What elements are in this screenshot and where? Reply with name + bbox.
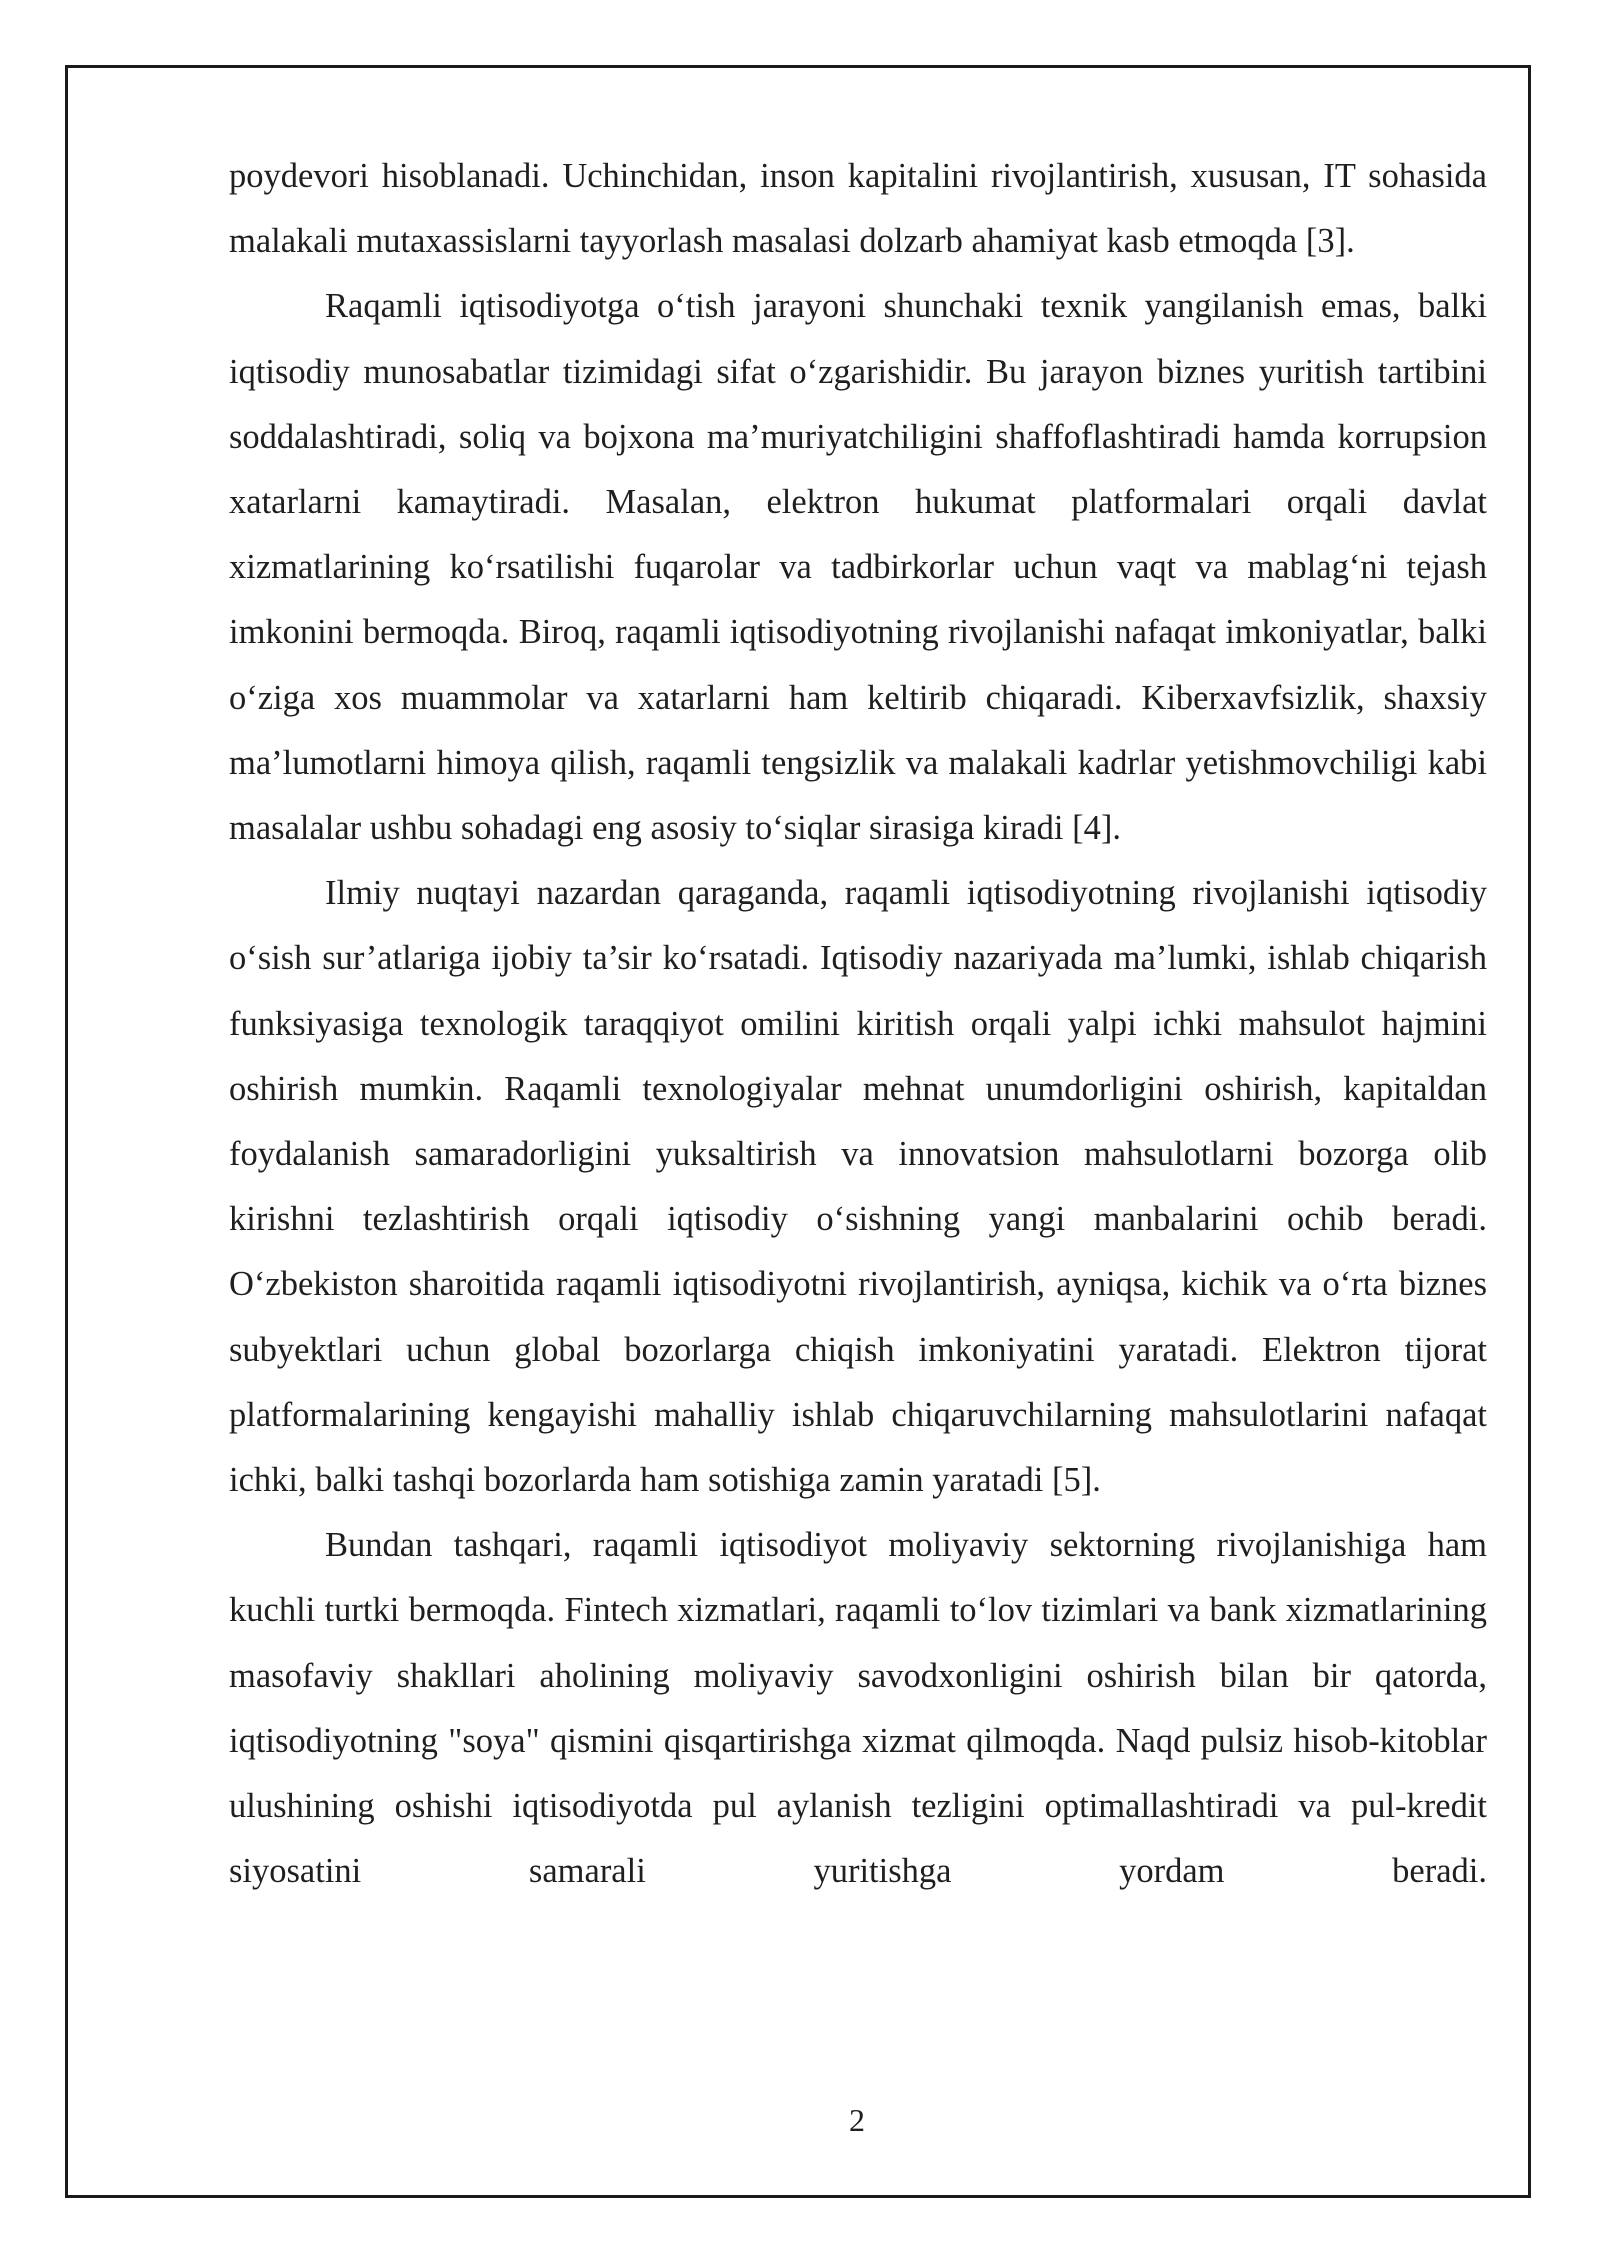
paragraph-continuation: poydevori hisoblanadi. Uchinchidan, inson kapitalini rivojlantirish, xususan, IT sohasida malakali mutaxassislarni tayyorlash masalasi dolzarb ahamiyat kasb etmoqda [3]. [229,157,1487,261]
paragraph-financial-sector: Bundan tashqari, raqamli iqtisodiyot moliyaviy sektorning rivojlanishiga ham kuchli turtki bermoqda. Fintech xizmatlari, raqamli to‘lov tizimlari va bank xizmatlarining masofaviy shakllari aholining moliyaviy savodxonligini oshirish bilan bir qatorda, iqtisodiyotning "soya" qismini qisqartirishga xizmat qilmoqda. Naqd pulsiz hisob-kitoblar ulushining oshishi iqtisodiyotda pul aylanish tezligini optimallashtiradi va pul-kredit siyosatini samarali yuritishga yordam beradi. [229,1526,1487,1891]
document-body [229,144,1487,1904]
paragraph-digital-transition: Raqamli iqtisodiyotga o‘tish jarayoni shunchaki texnik yangilanish emas, balki iqtisodiy munosabatlar tizimidagi sifat o‘zgarishidir. Bu jarayon biznes yuritish tartibini soddalashtiradi, soliq va bojxona ma’muriyatchiligini shaffoflashtiradi hamda korrupsion xatarlarni kamaytiradi. Masalan, elektron hukumat platformalari orqali davlat xizmatlarining ko‘rsatilishi fuqarolar va tadbirkorlar uchun vaqt va mablag‘ni tejash imkonini bermoqda. Biroq, raqamli iqtisodiyotning rivojlanishi nafaqat imkoniyatlar, balki o‘ziga xos muammolar va xatarlarni ham keltirib chiqaradi. Kiberxavfsizlik, shaxsiy ma’lumotlarni himoya qilish, raqamli tengsizlik va malakali kadrlar yetishmovchiligi kabi masalalar ushbu sohadagi eng asosiy to‘siqlar sirasiga kiradi [4]. [229,287,1487,848]
paragraph-economic-growth: Ilmiy nuqtayi nazardan qaraganda, raqamli iqtisodiyotning rivojlanishi iqtisodiy o‘sish sur’atlariga ijobiy ta’sir ko‘rsatadi. Iqtisodiy nazariyada ma’lumki, ishlab chiqarish funksiyasiga texnologik taraqqiyot omilini kiritish orqali yalpi ichki mahsulot hajmini oshirish mumkin. Raqamli texnologiyalar mehnat unumdorligini oshirish, kapitaldan foydalanish samaradorligini yuksaltirish va innovatsion mahsulotlarni bozorga olib kirishni tezlashtirish orqali iqtisodiy o‘sishning yangi manbalarini ochib beradi. O‘zbekiston sharoitida raqamli iqtisodiyotni rivojlantirish, ayniqsa, kichik va o‘rta biznes subyektlari uchun global bozorlarga chiqish imkoniyatini yaratadi. Elektron tijorat platformalarining kengayishi mahalliy ishlab chiqaruvchilarning mahsulotlarini nafaqat ichki, balki tashqi bozorlarda ham sotishiga zamin yaratadi [5]. [229,874,1487,1500]
page-number: 2 [849,2102,865,2138]
